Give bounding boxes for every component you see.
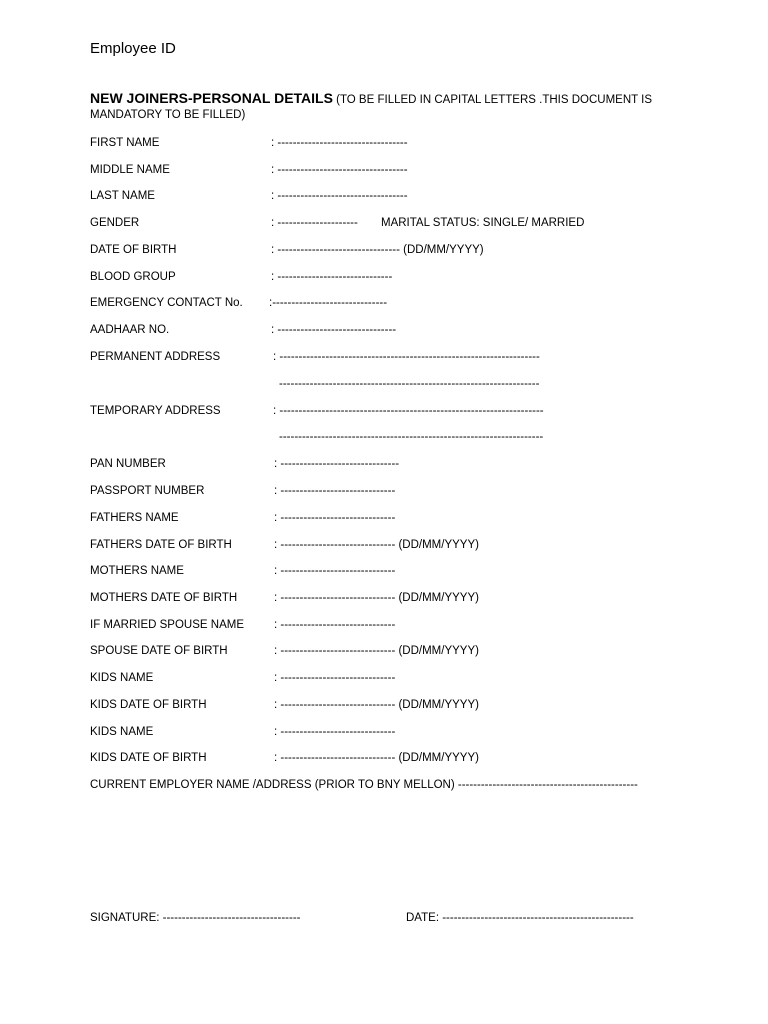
middle-name-label: MIDDLE NAME	[90, 164, 170, 176]
kids-name-field-1[interactable]: : ------------------------------	[274, 672, 396, 684]
aadhaar-field[interactable]: : -------------------------------	[271, 324, 397, 336]
date-field[interactable]: DATE: --------------------------------------------------	[406, 912, 634, 924]
kids-name-field-2[interactable]: : ------------------------------	[274, 726, 396, 738]
middle-name-field[interactable]: : ----------------------------------	[271, 164, 408, 176]
permanent-address-line2-field[interactable]: --------------------------------------------------------------------	[279, 378, 540, 390]
kids-name-label-2: KIDS NAME	[90, 726, 154, 738]
last-name-field[interactable]: : ----------------------------------	[271, 190, 408, 202]
pan-number-label: PAN NUMBER	[90, 458, 166, 470]
kids-dob-label-1: KIDS DATE OF BIRTH	[90, 699, 207, 711]
passport-number-field[interactable]: : ------------------------------	[274, 485, 396, 497]
first-name-field[interactable]: : ----------------------------------	[271, 137, 408, 149]
date-of-birth-label: DATE OF BIRTH	[90, 244, 177, 256]
kids-dob-field-1[interactable]: : ------------------------------ (DD/MM/YYYY)	[274, 699, 479, 711]
spouse-dob-label: SPOUSE DATE OF BIRTH	[90, 645, 228, 657]
permanent-address-label: PERMANENT ADDRESS	[90, 351, 221, 363]
mothers-dob-label: MOTHERS DATE OF BIRTH	[90, 592, 238, 604]
fathers-name-label: FATHERS NAME	[90, 512, 179, 524]
mothers-name-label: MOTHERS NAME	[90, 565, 184, 577]
mothers-name-field[interactable]: : ------------------------------	[274, 565, 396, 577]
blood-group-field[interactable]: : ------------------------------	[271, 271, 393, 283]
emergency-contact-label: EMERGENCY CONTACT No.	[90, 297, 243, 309]
mothers-dob-field[interactable]: : ------------------------------ (DD/MM/YYYY)	[274, 592, 479, 604]
form-title: NEW JOINERS-PERSONAL DETAILS	[90, 90, 333, 106]
last-name-label: LAST NAME	[90, 190, 155, 202]
passport-number-label: PASSPORT NUMBER	[90, 485, 205, 497]
fathers-dob-field[interactable]: : ------------------------------ (DD/MM/YYYY)	[274, 539, 479, 551]
form-heading	[90, 91, 660, 123]
permanent-address-field[interactable]: : --------------------------------------------------------------------	[273, 351, 540, 363]
date-of-birth-field[interactable]: : -------------------------------- (DD/MM/YYYY)	[271, 244, 484, 256]
emergency-contact-field[interactable]: :------------------------------	[269, 297, 388, 309]
current-employer-field[interactable]: CURRENT EMPLOYER NAME /ADDRESS (PRIOR TO BNY MELLON) -----------------------------------------------	[90, 779, 638, 791]
fathers-dob-label: FATHERS DATE OF BIRTH	[90, 539, 232, 551]
kids-dob-label-2: KIDS DATE OF BIRTH	[90, 752, 207, 764]
employee-id-label: Employee ID	[90, 40, 176, 57]
temporary-address-field[interactable]: : ---------------------------------------------------------------------	[273, 405, 544, 417]
aadhaar-label: AADHAAR NO.	[90, 324, 170, 336]
first-name-label: FIRST NAME	[90, 137, 160, 149]
marital-status-label: MARITAL STATUS: SINGLE/ MARRIED	[381, 217, 585, 229]
gender-label: GENDER	[90, 217, 140, 229]
signature-field[interactable]: SIGNATURE: ------------------------------------	[90, 912, 301, 924]
temporary-address-line2-field[interactable]: ---------------------------------------------------------------------	[279, 431, 544, 443]
blood-group-label: BLOOD GROUP	[90, 271, 176, 283]
gender-field[interactable]: : ---------------------	[271, 217, 358, 229]
temporary-address-label: TEMPORARY ADDRESS	[90, 405, 221, 417]
fathers-name-field[interactable]: : ------------------------------	[274, 512, 396, 524]
kids-dob-field-2[interactable]: : ------------------------------ (DD/MM/YYYY)	[274, 752, 479, 764]
form-instruction: (TO BE FILLED IN CAPITAL LETTERS .THIS DOCUMENT IS MANDATORY TO BE FILLED)	[90, 94, 653, 121]
pan-number-field[interactable]: : -------------------------------	[274, 458, 400, 470]
spouse-name-label: IF MARRIED SPOUSE NAME	[90, 619, 244, 631]
kids-name-label-1: KIDS NAME	[90, 672, 154, 684]
spouse-dob-field[interactable]: : ------------------------------ (DD/MM/YYYY)	[274, 645, 479, 657]
spouse-name-field[interactable]: : ------------------------------	[274, 619, 396, 631]
